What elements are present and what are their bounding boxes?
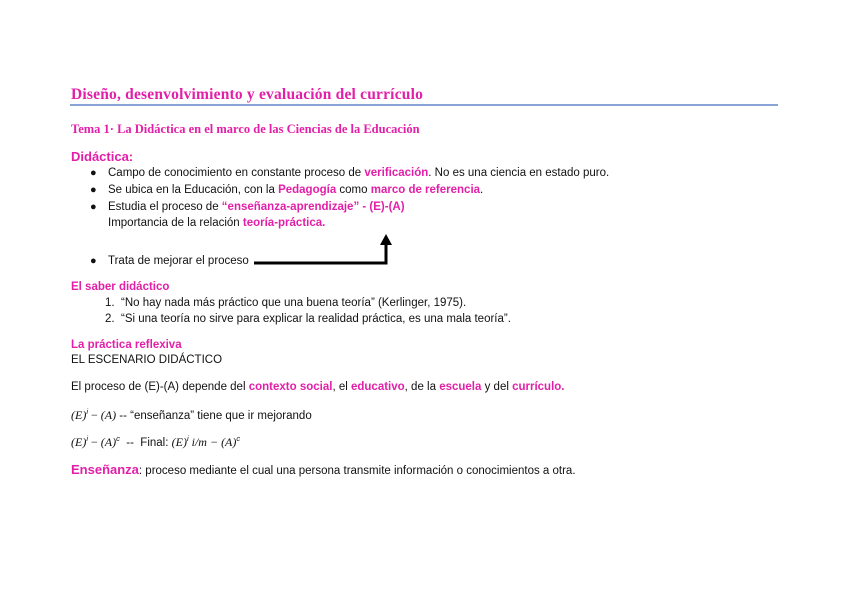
formula-line-2 <box>71 434 240 450</box>
superscript: c <box>116 434 120 443</box>
formula-line-1 <box>71 407 312 423</box>
highlight: contexto social <box>248 381 333 393</box>
proceso-paragraph <box>71 381 565 393</box>
saber-heading: El saber didáctico <box>71 281 170 293</box>
definition-text: : proceso mediante el cual una persona transmite información o conocimientos a otra. <box>138 465 576 477</box>
bullet-icon: ● <box>90 255 97 267</box>
text: Importancia de la relación <box>108 217 243 229</box>
math: (A) <box>100 407 117 422</box>
highlight: marco de referencia <box>370 184 481 196</box>
math: (E) <box>171 434 187 449</box>
text: . No es una ciencia en estado puro. <box>428 167 610 179</box>
text: Campo de conocimiento en constante proceso de <box>108 167 365 179</box>
text: y del <box>481 381 513 393</box>
superscript: c <box>236 434 241 443</box>
practica-heading: La práctica reflexiva <box>71 339 182 351</box>
item-number: 1. <box>105 297 115 309</box>
section-title: Tema 1· La Didáctica en el marco de las Ciencias de la Educación <box>71 122 420 136</box>
bullet-icon: ● <box>90 201 97 213</box>
text: , de la <box>404 381 440 393</box>
math: − <box>88 407 101 422</box>
math: (E) <box>71 434 87 449</box>
saber-item-2 <box>105 313 511 325</box>
escenario-subheading: EL ESCENARIO DIDÁCTICO <box>71 354 223 366</box>
highlight: escuela <box>439 381 482 393</box>
saber-item-1 <box>105 297 466 309</box>
document-title: Diseño, desenvolvimiento y evaluación del currículo <box>71 86 424 103</box>
item-number: 2. <box>105 313 115 325</box>
superscript: i <box>86 407 88 416</box>
math: (A) <box>221 434 237 449</box>
text: Estudia el proceso de <box>108 201 222 213</box>
item-text: “Si una teoría no sirve para explicar la realidad práctica, es una mala teoría”. <box>120 313 511 325</box>
math: (E) <box>71 407 87 422</box>
ensenanza-definition <box>71 462 576 477</box>
highlight: verificación <box>364 167 429 179</box>
highlight: Pedagogía <box>278 184 337 196</box>
text: El proceso de (E)-(A) depende del <box>71 381 249 393</box>
didactica-bullet-4: Trata de mejorar el proceso <box>108 255 249 267</box>
highlight: “enseñanza-aprendizaje” - (E)-(A) <box>221 201 405 213</box>
item-text: “No hay nada más práctico que una buena teoría” (Kerlinger, 1975). <box>120 297 467 309</box>
math: i/m − <box>188 434 222 449</box>
text: como <box>336 184 371 196</box>
text: -- “enseñanza” tiene que ir mejorando <box>116 409 312 422</box>
highlight: teoría-práctica. <box>242 217 326 229</box>
text: . <box>480 184 484 196</box>
superscript: i <box>86 434 88 443</box>
highlight: educativo <box>350 381 405 393</box>
math: − <box>88 434 101 449</box>
bullet-icon: ● <box>90 184 97 196</box>
text: Se ubica en la Educación, con la <box>108 184 279 196</box>
didactica-heading: Didáctica: <box>71 149 134 164</box>
text: -- Final: <box>119 436 172 449</box>
math: (A) <box>100 434 117 449</box>
highlight: currículo. <box>512 381 565 393</box>
term: Enseñanza <box>71 462 139 477</box>
superscript: i <box>186 434 189 443</box>
text: , el <box>332 381 351 393</box>
bullet-icon: ● <box>90 167 97 179</box>
